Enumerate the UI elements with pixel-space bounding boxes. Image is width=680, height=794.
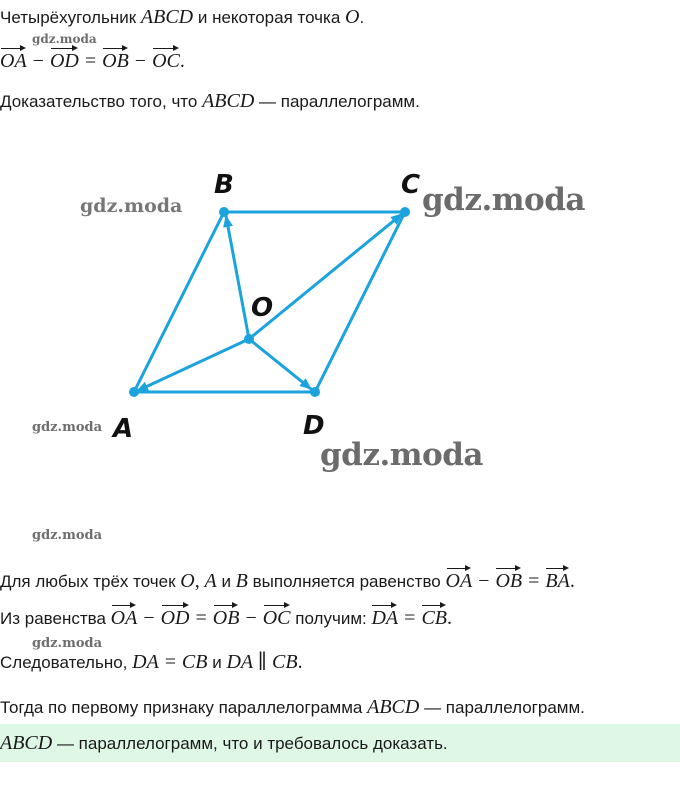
label-d: D [303,411,325,441]
step4-prefix: Тогда по первому признаку параллелограмма [0,698,363,717]
answer-block [0,724,680,762]
given-period: . [359,8,365,27]
vector-cb: CB [421,603,447,629]
prove-line [0,90,420,113]
minus-sign: − [32,50,44,72]
point-d-dot [310,387,320,397]
step2-mid: получим: [295,609,367,628]
side-cd [315,212,405,392]
step1-period: . [569,570,575,592]
step1-mid: выполняется равенство [252,572,441,591]
watermark: gdz.moda [32,32,97,46]
point-a-dot [129,387,139,397]
step3-line [0,651,303,674]
prove-quad: ABCD [202,90,255,112]
vector-oc: OC [263,603,291,629]
vector-ob: OB [213,603,240,629]
prove-text-prefix: Доказательство того, что [0,92,198,111]
given-text-prefix: Четырёхугольник [0,8,137,27]
label-b: B [214,170,234,200]
given-point: O [345,6,360,28]
watermark: gdz.moda [32,636,103,651]
vector-od: OD [50,46,79,72]
step3-prefix: Следовательно, [0,653,128,672]
side-ab [134,212,224,392]
given-line [0,6,364,29]
step1-point-o: O [180,570,195,592]
vector-ba: BA [545,566,569,592]
equals-sign: = [404,607,416,629]
vector-ob: OB [102,46,129,72]
step4-suffix: — параллелограмм. [424,698,585,717]
equals-sign: = [528,570,540,592]
step3-equality: DA = CB [132,651,208,673]
step4-line [0,696,585,719]
given-quad: ABCD [140,6,194,28]
step1-and: и [221,572,231,591]
step3-and: и [212,653,222,672]
watermark: gdz.moda [80,195,183,217]
step1-point-b: B [235,570,248,592]
vector-od-arrow [249,339,311,389]
step4-quad: ABCD [367,696,420,718]
vector-oa-arrow [137,339,249,391]
watermark: gdz.moda [422,182,585,218]
label-c: C [401,170,421,200]
answer-line [0,732,448,755]
minus-sign: − [245,607,257,629]
point-c-dot [400,207,410,217]
watermark: gdz.moda [320,437,483,473]
vector-oc: OC [152,46,180,72]
equals-sign: = [195,607,207,629]
step3-period: . [297,651,303,673]
minus-sign: − [478,570,490,592]
vector-oa: OA [0,46,27,72]
vector-oa: OA [446,566,473,592]
point-b-dot [219,207,229,217]
given-equation [0,46,185,73]
watermark: gdz.moda [32,528,103,543]
watermark: gdz.moda [32,420,103,435]
answer-suffix: — параллелограмм, что и требовалось доказать. [56,734,448,753]
equals-sign: = [84,50,97,72]
step3-parallel: DA ∥ CB [226,651,298,673]
step2-line [0,603,452,630]
vector-od: OD [161,603,190,629]
answer-quad: ABCD [0,732,53,754]
step2-prefix: Из равенства [0,609,106,628]
vector-oa: OA [111,603,138,629]
step1-comma: , [194,570,200,592]
minus-sign: − [134,50,147,72]
step1-line [0,566,575,593]
step1-prefix: Для любых трёх точек [0,572,176,591]
given-text-mid: и некоторая точка [197,8,341,27]
step2-period: . [447,607,452,629]
label-o: O [251,293,274,323]
vector-ob: OB [495,566,522,592]
prove-text-suffix: — параллелограмм. [259,92,420,111]
minus-sign: − [143,607,155,629]
label-a: A [113,414,134,444]
equation-period: . [179,50,185,72]
vector-da: DA [371,603,398,629]
step1-point-a: A [204,570,217,592]
vector-ob-arrow [226,216,249,339]
point-o-dot [244,334,254,344]
